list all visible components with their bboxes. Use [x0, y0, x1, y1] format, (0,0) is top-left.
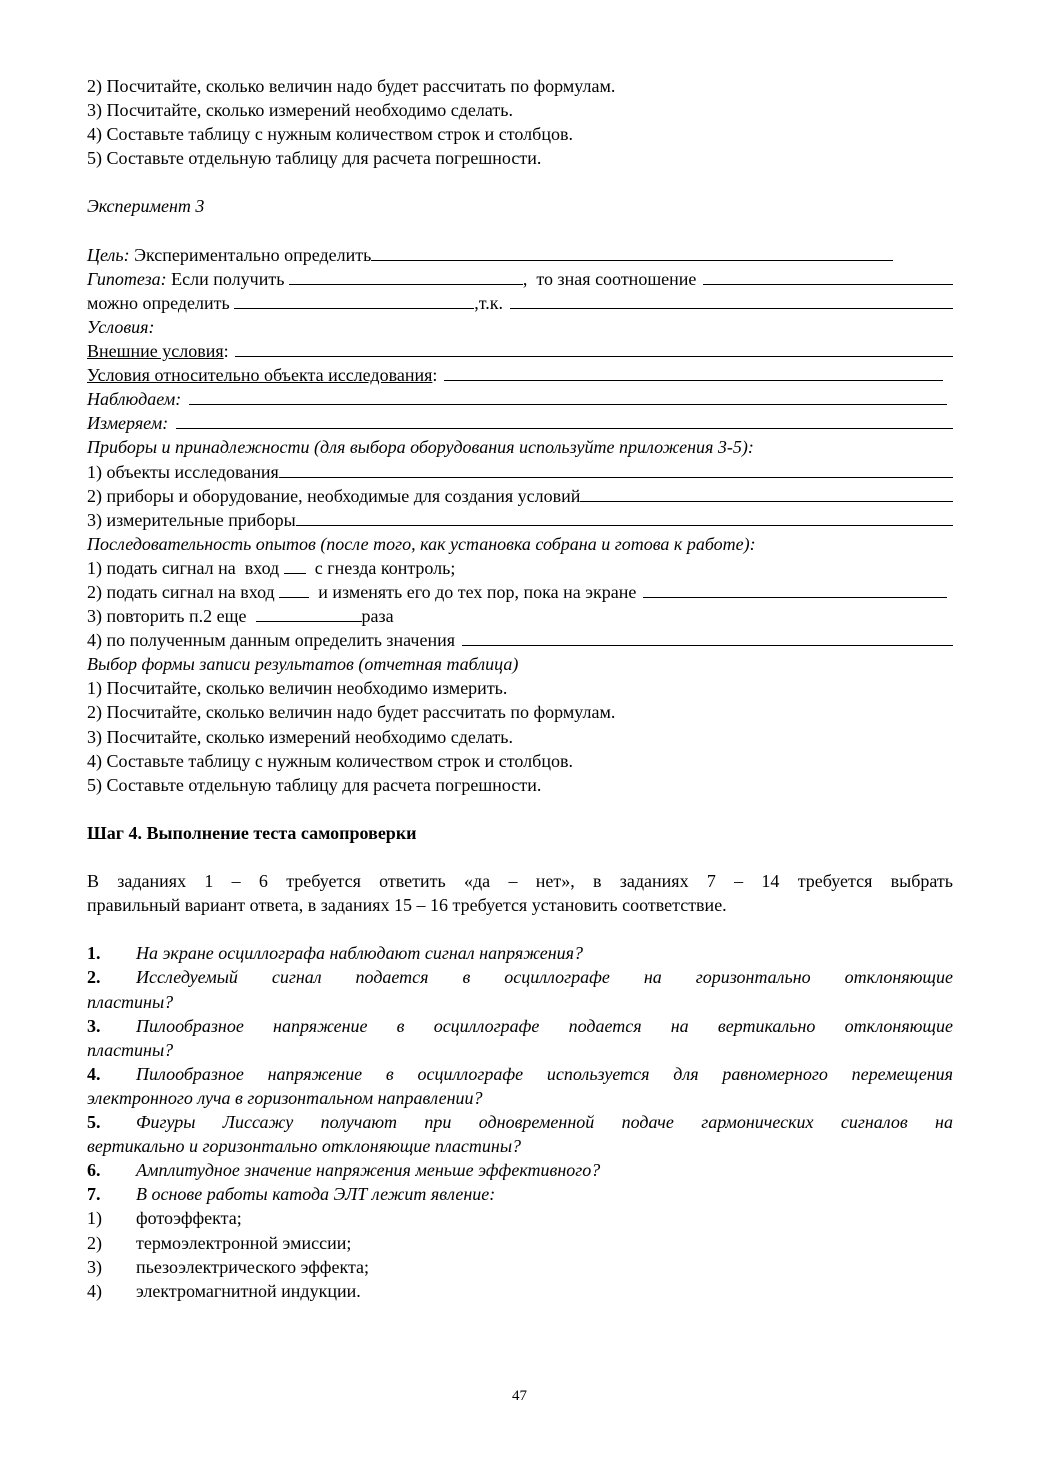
- answer-option[interactable]: [87, 1255, 953, 1279]
- observe-blank[interactable]: [189, 387, 947, 405]
- sequence-step-3: [87, 604, 953, 628]
- intro-line-2: правильный вариант ответа, в заданиях 15 – 16 требуется установить соответствие.: [87, 895, 727, 916]
- observe-label: Наблюдаем:: [87, 389, 182, 410]
- question-number: 3.: [87, 1015, 101, 1036]
- experiment-title: Эксперимент 3: [87, 196, 205, 217]
- top-step: 3) Посчитайте, сколько измерений необходимо сделать.: [87, 100, 513, 121]
- option-number: 3): [87, 1256, 102, 1277]
- question-text: Амплитудное значение напряжения меньше эффективного?: [136, 1160, 601, 1181]
- question-text: Пилообразное напряжение в осциллографе используется для равномерного перемещения: [136, 1063, 953, 1084]
- format-step: 3) Посчитайте, сколько измерений необходимо сделать.: [87, 726, 513, 747]
- hypothesis-label: Гипотеза:: [87, 268, 167, 289]
- hypothesis-cont-line: [87, 291, 953, 315]
- question-item: [87, 1110, 953, 1158]
- object-conditions-line: [87, 363, 953, 387]
- sequence-text: раза: [361, 606, 394, 627]
- answer-option[interactable]: [87, 1279, 953, 1303]
- format-step: 1) Посчитайте, сколько величин необходимо измерить.: [87, 678, 508, 699]
- question-text: Исследуемый сигнал подается в осциллографе на горизонтально отклоняющие: [136, 967, 953, 988]
- instrument-label: 3) измерительные приборы: [87, 509, 296, 530]
- question-item: [87, 941, 953, 965]
- sequence-blank[interactable]: [256, 604, 362, 622]
- sequence-blank[interactable]: [279, 580, 309, 598]
- sequence-blank[interactable]: [643, 580, 947, 598]
- goal-label: Цель:: [87, 244, 130, 265]
- answer-option[interactable]: [87, 1206, 953, 1230]
- instruments-title: Приборы и принадлежности (для выбора оборудования используйте приложения 3-5):: [87, 437, 754, 458]
- sequence-blank[interactable]: [462, 628, 953, 646]
- question-item: [87, 1182, 953, 1206]
- instrument-item: [87, 484, 953, 508]
- question-item: [87, 965, 953, 1013]
- external-conditions-line: [87, 339, 953, 363]
- format-step: 2) Посчитайте, сколько величин надо будет рассчитать по формулам.: [87, 702, 616, 723]
- question-text: электронного луча в горизонтальном направлении?: [87, 1087, 483, 1108]
- goal-line: [87, 243, 953, 267]
- observe-line: [87, 387, 953, 411]
- option-number: 4): [87, 1280, 102, 1301]
- object-conditions-blank[interactable]: [444, 363, 943, 381]
- top-step: 4) Составьте таблицу с нужным количеством строк и столбцов.: [87, 124, 573, 145]
- sequence-step-4: [87, 628, 953, 652]
- instrument-item: [87, 508, 953, 532]
- hypothesis-cont-blank-1[interactable]: [234, 291, 474, 309]
- format-step: 4) Составьте таблицу с нужным количеством строк и столбцов.: [87, 750, 573, 771]
- question-item: [87, 1062, 953, 1110]
- sequence-text: 1) подать сигнал на вход: [87, 557, 284, 578]
- question-number: 7.: [87, 1184, 101, 1205]
- question-number: 5.: [87, 1112, 101, 1133]
- sequence-text: 2) подать сигнал на вход: [87, 581, 280, 602]
- instrument-blank[interactable]: [279, 460, 953, 478]
- measure-label: Измеряем:: [87, 413, 169, 434]
- top-step: 5) Составьте отдельную таблицу для расчета погрешности.: [87, 148, 542, 169]
- question-number: 4.: [87, 1063, 101, 1084]
- question-item: [87, 1014, 953, 1062]
- hypothesis-cont-text2: ,т.к.: [474, 292, 508, 313]
- external-conditions-label: Внешние условия: [87, 341, 224, 362]
- question-text: В основе работы катода ЭЛТ лежит явление:: [136, 1184, 496, 1205]
- question-text: На экране осциллографа наблюдают сигнал напряжения?: [136, 943, 583, 964]
- option-text: термоэлектронной эмиссии;: [136, 1232, 352, 1253]
- instrument-item: [87, 460, 953, 484]
- sequence-text: с гнезда контроль;: [305, 557, 456, 578]
- question-number: 6.: [87, 1160, 101, 1181]
- sequence-text: 3) повторить п.2 еще: [87, 606, 256, 627]
- object-conditions-colon: :: [432, 365, 442, 386]
- hypothesis-cont-blank-2[interactable]: [510, 291, 954, 309]
- sequence-text: и изменять его до тех пор, пока на экране: [309, 581, 641, 602]
- object-conditions-label: Условия относительно объекта исследования: [87, 365, 433, 386]
- hypothesis-cont-text1: можно определить: [87, 292, 235, 313]
- sequence-step-1: [87, 556, 953, 580]
- format-step: 5) Составьте отдельную таблицу для расчета погрешности.: [87, 774, 542, 795]
- option-text: электромагнитной индукции.: [136, 1280, 361, 1301]
- external-conditions-colon: :: [223, 341, 234, 362]
- hypothesis-text1: Если получить: [166, 268, 289, 289]
- sequence-blank[interactable]: [284, 556, 306, 574]
- goal-blank[interactable]: [371, 243, 893, 261]
- hypothesis-text2: , то зная соотношение: [522, 268, 701, 289]
- step4-heading: Шаг 4. Выполнение теста самопроверки: [87, 822, 417, 843]
- page-body: [87, 74, 953, 1303]
- conditions-label: Условия:: [87, 316, 155, 337]
- option-text: пьезоэлектрического эффекта;: [136, 1256, 370, 1277]
- option-number: 2): [87, 1232, 102, 1253]
- format-title: Выбор формы записи результатов (отчетная таблица): [87, 654, 519, 675]
- question-text: Фигуры Лиссажу получают при одновременной подаче гармонических сигналов на: [136, 1112, 953, 1133]
- instrument-blank[interactable]: [580, 484, 953, 502]
- instrument-label: 2) приборы и оборудование, необходимые для создания условий: [87, 485, 581, 506]
- question-text: пластины?: [87, 991, 174, 1012]
- question-number: 2.: [87, 967, 101, 988]
- external-conditions-blank[interactable]: [235, 339, 953, 357]
- answer-option[interactable]: [87, 1231, 953, 1255]
- measure-line: [87, 411, 953, 435]
- question-number: 1.: [87, 943, 101, 964]
- hypothesis-line: [87, 267, 953, 291]
- intro-line-1: В заданиях 1 – 6 требуется ответить «да – нет», в заданиях 7 – 14 требуется выбрать: [87, 871, 953, 892]
- instrument-label: 1) объекты исследования: [87, 461, 279, 482]
- instrument-blank[interactable]: [296, 508, 953, 526]
- hypothesis-blank-2[interactable]: [703, 267, 953, 285]
- question-text: вертикально и горизонтально отклоняющие пластины?: [87, 1136, 522, 1157]
- question-item: [87, 1158, 953, 1182]
- sequence-text: 4) по полученным данным определить значения: [87, 630, 460, 651]
- goal-text: Экспериментально определить: [129, 244, 372, 265]
- page-number: 47: [512, 1388, 527, 1404]
- option-text: фотоэффекта;: [136, 1208, 242, 1229]
- option-number: 1): [87, 1208, 102, 1229]
- question-text: Пилообразное напряжение в осциллографе подается на вертикально отклоняющие: [136, 1015, 953, 1036]
- question-text: пластины?: [87, 1039, 174, 1060]
- measure-blank[interactable]: [176, 411, 953, 429]
- top-step: 2) Посчитайте, сколько величин надо будет рассчитать по формулам.: [87, 76, 616, 96]
- sequence-step-2: [87, 580, 953, 604]
- hypothesis-blank-1[interactable]: [289, 267, 523, 285]
- sequence-title: Последовательность опытов (после того, как установка собрана и готова к работе):: [87, 533, 756, 554]
